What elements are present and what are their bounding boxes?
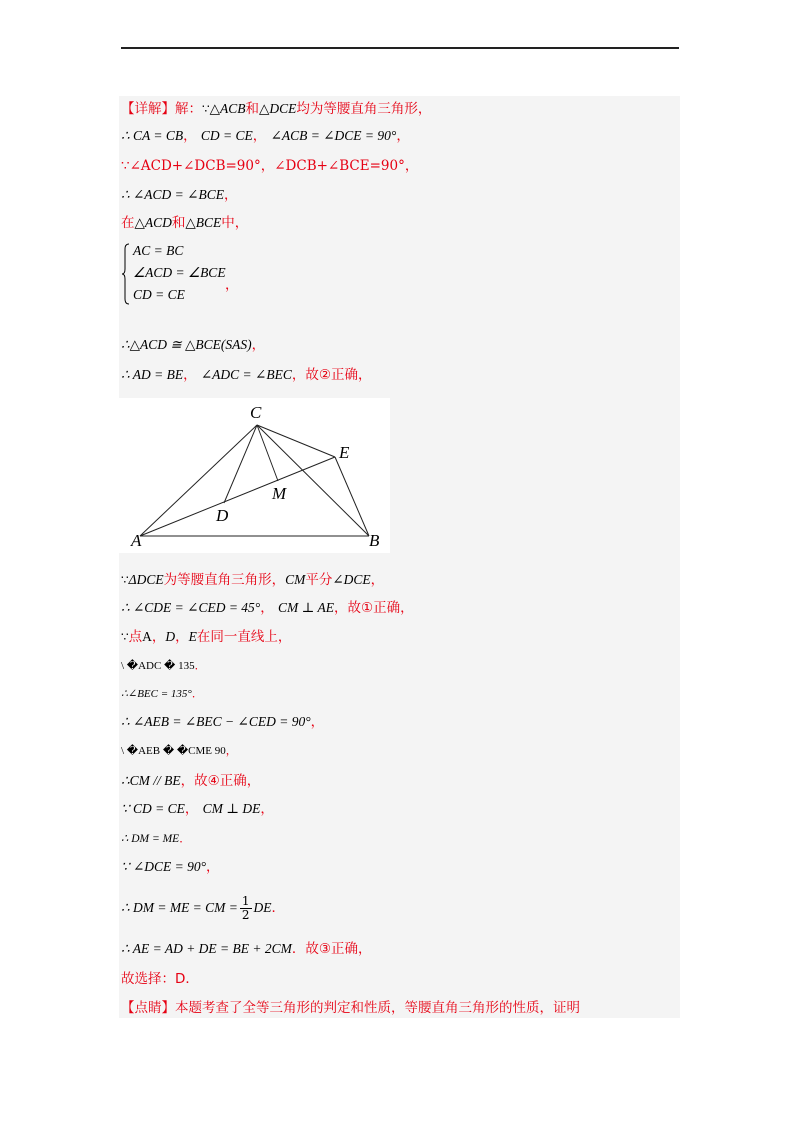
label-e: E <box>339 443 350 462</box>
brace-comma: ， <box>225 277 239 293</box>
line-conclusion-2: ∴ AD = BE， ∠ADC = ∠BEC，故②正确， <box>121 367 372 383</box>
fraction-half: $\frac{1}{2}$ <box>241 894 250 922</box>
label-d: D <box>216 506 229 525</box>
condition-3: CD = CE <box>133 287 185 302</box>
line-dce-isosceles: ∵ΔDCE为等腰直角三角形，CM平分∠DCE， <box>121 572 385 588</box>
line-angle-cme: \ �AEB � �CME 90， <box>121 744 237 757</box>
line-angle-equal: ∴ ∠ACD = ∠BCE， <box>121 187 238 203</box>
solution-panel <box>119 96 680 1018</box>
line-conclusion-1: ∴ ∠CDE = ∠CED = 45°， CM ⊥ AE，故①正确， <box>121 600 414 616</box>
line-detail-intro: 【详解】解：∵△ACB和△DCE均为等腰直角三角形， <box>121 101 432 117</box>
condition-1: AC = BC <box>133 243 184 258</box>
segment-cb <box>257 425 369 536</box>
line-in-triangles: 在△ACD和△BCE中， <box>121 215 249 231</box>
line-angle-bec: ∴∠BEC = 135°． <box>121 687 203 700</box>
line-answer: 故选择：D． <box>121 971 199 987</box>
congruence-conditions <box>121 243 251 309</box>
line-angle-dce: ∵ ∠DCE = 90°， <box>121 859 220 875</box>
left-brace <box>121 243 131 305</box>
line-cd-ce: ∵ CD = CE， CM ⊥ DE， <box>121 801 274 817</box>
geometry-figure <box>119 398 390 553</box>
segment-ce <box>257 425 335 457</box>
line-conclusion-3: ∴ AE = AD + DE = BE + 2CM．故③正确， <box>121 941 372 957</box>
condition-2: ∠ACD = ∠BCE <box>133 265 226 280</box>
segment-ac <box>140 425 257 536</box>
label-c: C <box>250 403 262 422</box>
line-congruent: ∴△ACD ≅ △BCE(SAS)， <box>121 337 266 353</box>
line-equal-sides: ∴ CA = CB， CD = CE， ∠ACB = ∠DCE = 90°， <box>121 128 410 144</box>
line-angle-adc: \ �ADC � 135． <box>121 659 206 672</box>
segment-cm <box>257 425 278 481</box>
line-half-de: ∴ DM = ME = CM = $\frac{1}{2}$ DE． <box>121 894 286 922</box>
segment-eb <box>335 457 369 536</box>
figure-svg <box>119 398 390 553</box>
line-dm-me: ∴ DM = ME． <box>121 831 191 845</box>
label-a: A <box>131 531 142 550</box>
line-conclusion-4: ∴CM // BE，故④正确， <box>121 773 261 789</box>
line-collinear: ∵点A，D，E在同一直线上， <box>121 629 292 645</box>
header-rule <box>121 47 679 49</box>
label-b: B <box>369 531 380 550</box>
segment-ae <box>140 457 335 536</box>
line-angle-aeb: ∴ ∠AEB = ∠BEC − ∠CED = 90°， <box>121 714 325 730</box>
segment-cd <box>224 425 257 503</box>
line-comment: 【点睛】本题考查了全等三角形的判定和性质，等腰直角三角形的性质，证明 <box>121 1000 580 1016</box>
label-m: M <box>272 484 287 503</box>
line-angle-sums: ∵∠ACD+∠DCB=90°，∠DCB+∠BCE=90°， <box>121 158 419 174</box>
